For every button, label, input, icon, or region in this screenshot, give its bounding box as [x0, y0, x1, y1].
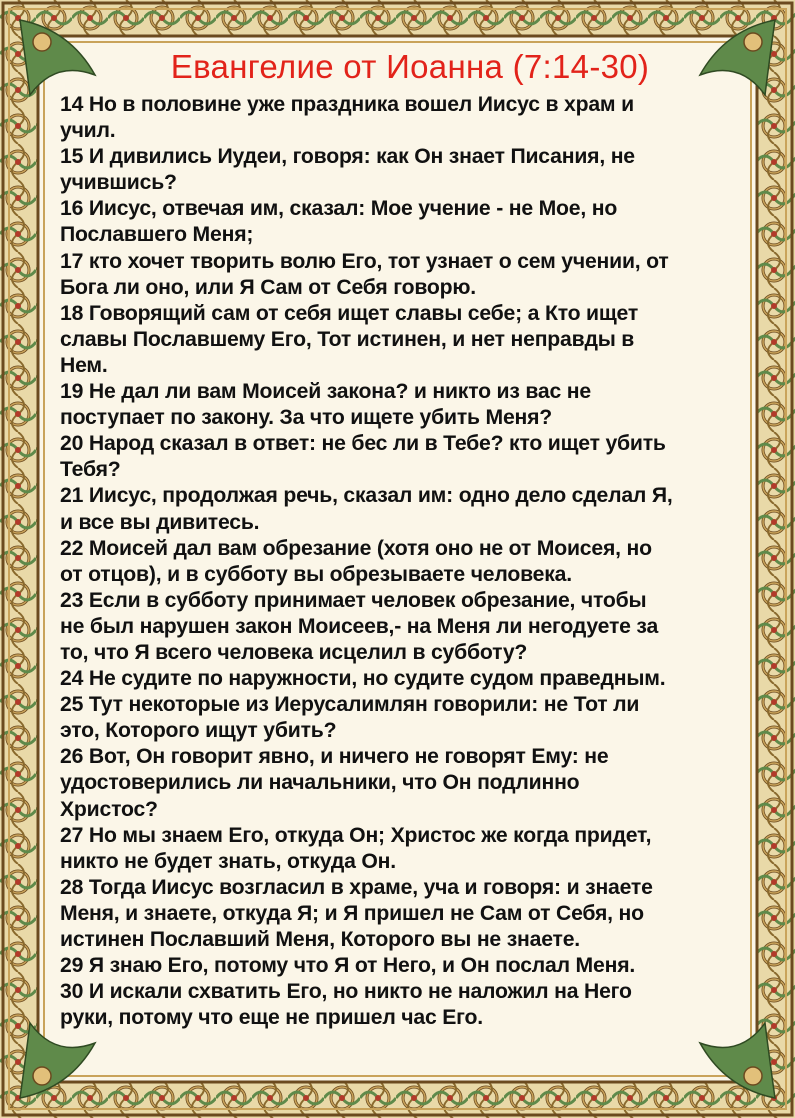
verse-23: 23 Если в субботу принимает человек обрезание, чтобы не был нарушен закон Моисеев,- на Меня ли негодуете за то, что Я всего человека исцелил в субботу? [60, 588, 659, 664]
verse-29: 29 Я знаю Его, потому что Я от Него, и Он послал Меня. [60, 954, 636, 978]
verse-21: 21 Иисус, продолжая речь, сказал им: одно дело сделал Я, и все вы дивитесь. [60, 484, 673, 534]
verse-14: 14 Но в половине уже праздника вошел Иисус в храм и учил. [60, 93, 634, 143]
verse-17: 17 кто хочет творить волю Его, тот узнает о сем учении, от Бога ли оно, или Я Сам от Себя говорю. [60, 249, 669, 299]
verse-16: 16 Иисус, отвечая им, сказал: Мое учение - не Мое, но Пославшего Меня; [60, 197, 618, 247]
verse-28: 28 Тогда Иисус возгласил в храме, уча и говоря: и знаете Меня, и знаете, откуда Я; и Я пришел не Сам от Себя, но истинен Пославший Меня, Которого вы не знаете. [60, 875, 653, 951]
verse-15: 15 И дивились Иудеи, говоря: как Он знает Писания, не учившись? [60, 145, 635, 195]
page-title: Евангелие от Иоанна (7:14-30) [170, 48, 650, 85]
verse-27: 27 Но мы знаем Его, откуда Он; Христос же когда придет, никто не будет знать, откуда Он. [60, 823, 652, 873]
verse-26: 26 Вот, Он говорит явно, и ничего не говорят Ему: не удостоверились ли начальники, что Он подлинно Христос? [60, 745, 609, 821]
verse-24: 24 Не судите по наружности, но судите судом праведным. [60, 667, 666, 691]
verse-list [60, 92, 760, 1031]
verse-18: 18 Говорящий сам от себя ищет славы себе; а Кто ищет славы Пославшему Его, Тот истинен, и нет неправды в Нем. [60, 301, 638, 377]
verse-22: 22 Моисей дал вам обрезание (хотя оно не от Моисея, но от отцов), и в субботу вы обрезываете человека. [60, 536, 652, 586]
content-area [60, 48, 760, 1031]
verse-30: 30 И искали схватить Его, но никто не наложил на Него руки, потому что еще не пришел час Его. [60, 980, 632, 1030]
verse-19: 19 Не дал ли вам Моисей закона? и никто из вас не поступает по закону. За что ищете убить Меня? [60, 380, 591, 430]
verse-20: 20 Народ сказал в ответ: не бес ли в Тебе? кто ищет убить Тебя? [60, 432, 666, 482]
verse-25: 25 Тут некоторые из Иерусалимлян говорили: не Тот ли это, Которого ищут убить? [60, 693, 640, 743]
